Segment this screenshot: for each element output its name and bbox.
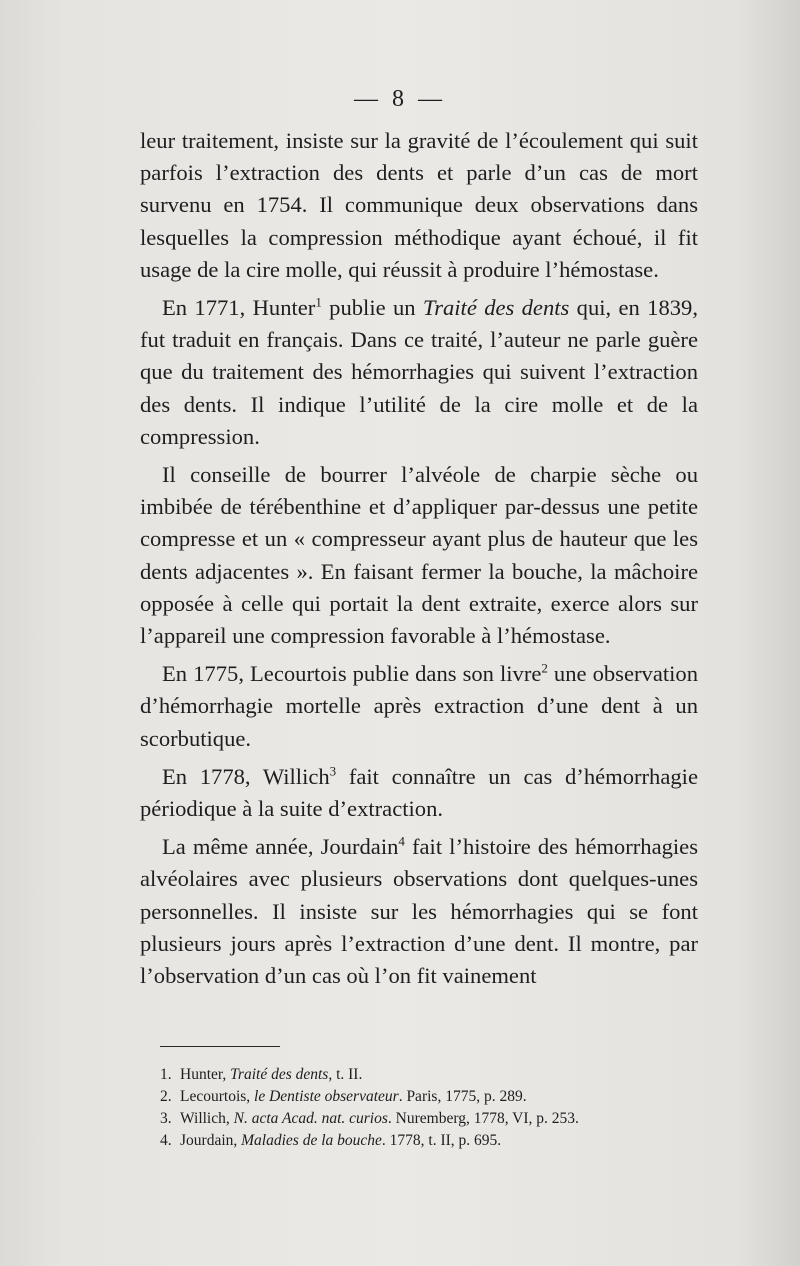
italic-title: N. acta Acad. nat. curios	[233, 1110, 388, 1127]
footnote-number: 3.	[160, 1110, 172, 1127]
footnote-ref: 4	[398, 833, 405, 849]
paragraph	[140, 658, 698, 755]
text-run: , t. II.	[328, 1066, 363, 1083]
footnotes	[160, 1064, 700, 1152]
text-run: En 1771, Hunter	[162, 295, 316, 321]
text-run: Hunter,	[180, 1066, 231, 1083]
text-run: La même année, Jourdain	[162, 834, 399, 860]
footnote-ref: 3	[329, 763, 337, 779]
page-number: — 8 —	[354, 86, 446, 112]
text-run: Lecourtois,	[180, 1088, 255, 1105]
text-run: publie un	[321, 295, 423, 321]
footnote	[160, 1064, 700, 1086]
text-run: fait connaître un cas d’hémorrhagie périodique à la suite d’extraction.	[140, 763, 698, 822]
text-run: fait l’histoire des hémorrhagies alvéolaires avec plusieurs observations dont quelques-unes personnelles. Il insiste sur les hémorrhagies qui se font plusieurs jours après l’extraction d’une dent. Il montre, par l’observation d’un cas où l’on fit vainement	[140, 834, 698, 989]
footnote-number: 1.	[160, 1066, 172, 1083]
text-run: Jourdain,	[180, 1132, 242, 1149]
text-run: En 1778, Willich	[162, 763, 330, 789]
text-run: Willich,	[180, 1110, 234, 1127]
text-run: qui, en 1839, fut traduit en français. Dans ce traité, l’auteur ne parle guère que du traitement des hémorrhagies qui suivent l’extraction des dents. Il indique l’utilité de la cire molle et de la compression.	[140, 295, 698, 449]
text-run: . 1778, t. II, p. 695.	[381, 1132, 502, 1149]
italic-title: le Dentiste observateur	[254, 1088, 399, 1105]
paragraph	[140, 292, 698, 453]
text-run: . Paris, 1775, p. 289.	[398, 1088, 527, 1105]
italic-title: Maladies de la bouche	[241, 1132, 382, 1149]
text-run: leur traitement, insiste sur la gravité de l’écoulement qui suit parfois l’extraction des dents et parle d’un cas de mort survenu en 1754. Il communique deux observations dans lesquelles la compression méthodique ayant échoué, il fit usage de la cire molle, qui réussit à produire l’hémostase.	[140, 128, 698, 282]
footnote-number: 2.	[160, 1088, 172, 1105]
footnote-number: 4.	[160, 1132, 172, 1149]
footnote	[160, 1130, 700, 1152]
italic-title: Traité des dents	[422, 295, 570, 321]
footnote-divider	[160, 1046, 280, 1047]
text-run: une observation d’hémorrhagie mortelle après extraction d’une dent à un scorbutique.	[140, 661, 698, 751]
footnote	[160, 1108, 700, 1130]
footnote-ref: 1	[315, 294, 322, 310]
footnote	[160, 1086, 700, 1108]
text-run: Il conseille de bourrer l’alvéole de charpie sèche ou imbibée de térébenthine et d’appliquer par-dessus une petite compresse et un « compresseur ayant plus de hauteur que les dents adjacentes ». En faisant fermer la bouche, la mâchoire opposée à celle qui portait la dent extraite, exerce alors sur l’appareil une compression favorable à l’hémostase.	[140, 462, 698, 649]
paragraph	[140, 761, 698, 825]
paragraph	[140, 831, 698, 992]
footnote-ref: 2	[541, 660, 548, 676]
italic-title: Traité des dents	[230, 1066, 329, 1083]
paragraph	[140, 125, 698, 286]
body-text	[140, 125, 698, 992]
text-run: En 1775, Lecourtois publie dans son livre	[162, 661, 542, 687]
paragraph	[140, 459, 698, 652]
text-run: . Nuremberg, 1778, VI, p. 253.	[387, 1110, 579, 1127]
